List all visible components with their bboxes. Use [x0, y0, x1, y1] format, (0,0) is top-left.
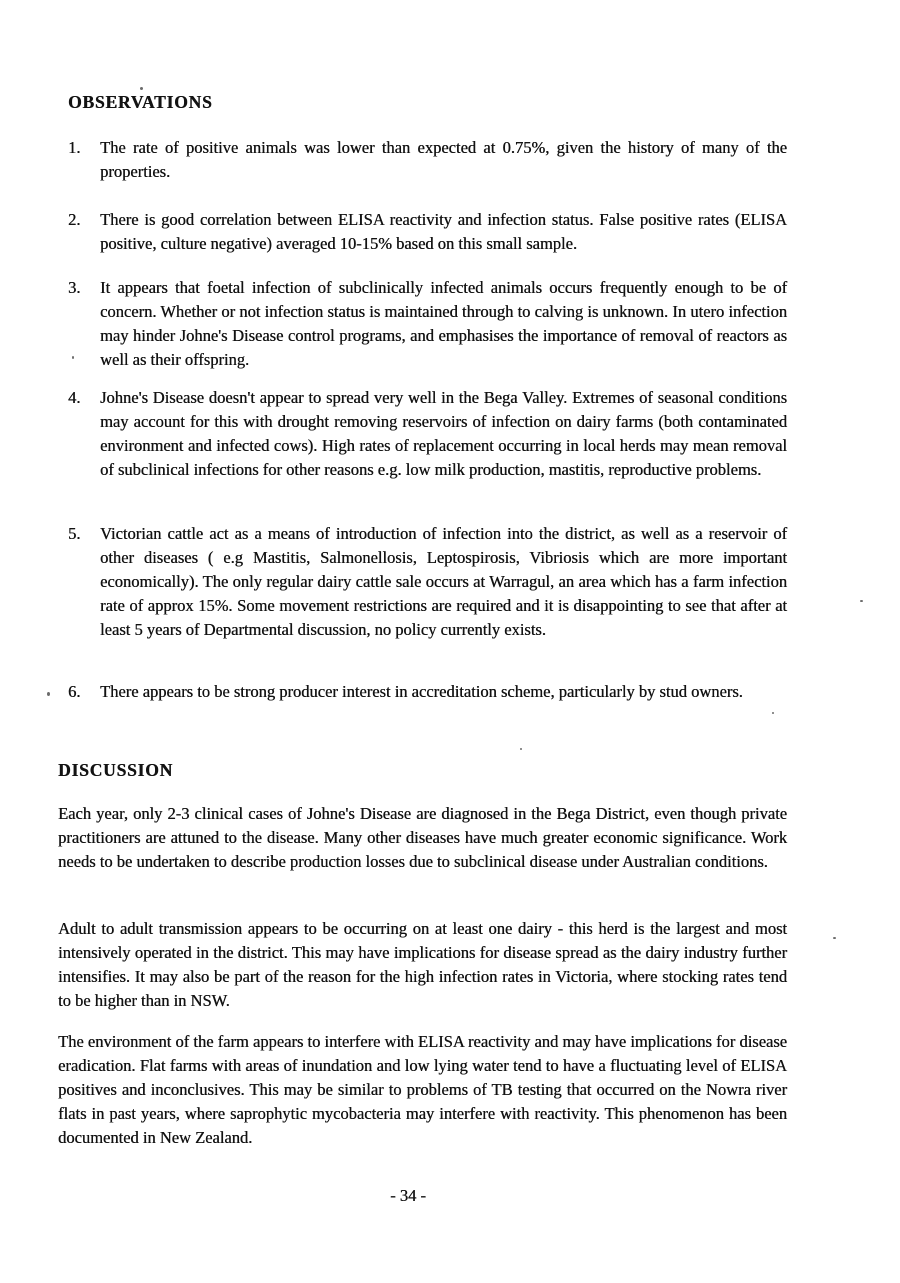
- observation-text: It appears that foetal infection of subclinically infected animals occurs frequently enough to be of concern. Whether or not infection status is maintained through to calving is unknown. In utero infection may hinder Johne's Disease control programs, and emphasises the importance of removal of reactors as well as their offspring.: [100, 278, 787, 369]
- list-number: 4.: [68, 388, 81, 407]
- observation-item-2: [68, 208, 787, 256]
- observations-heading: OBSERVATIONS: [68, 92, 213, 112]
- list-number: 3.: [68, 278, 81, 297]
- discussion-paragraph-1: Each year, only 2-3 clinical cases of Johne's Disease are diagnosed in the Bega District, even though private practitioners are attuned to the disease. Many other diseases have much greater economic significance. Work needs to be undertaken to describe production losses due to subclinical disease under Australian conditions.: [58, 804, 787, 871]
- scan-speck: [72, 356, 74, 359]
- observation-item-3: [68, 276, 787, 372]
- list-number: 5.: [68, 524, 81, 543]
- list-number: 2.: [68, 210, 81, 229]
- scan-speck: [520, 748, 522, 750]
- list-number: 6.: [68, 682, 81, 701]
- scan-speck: [47, 692, 50, 696]
- list-number: 1.: [68, 138, 81, 157]
- discussion-paragraph-3: The environment of the farm appears to interfere with ELISA reactivity and may have implications for disease eradication. Flat farms with areas of inundation and low lying water tend to have a fluctuating level of ELISA positives and inconclusives. This may be similar to problems of TB testing that occurred on the Nowra river flats in past years, where saprophytic mycobacteria may interfere with reactivity. This phenomenon has been documented in New Zealand.: [58, 1032, 787, 1147]
- observation-item-4: [68, 386, 787, 482]
- discussion-paragraph-2: Adult to adult transmission appears to be occurring on at least one dairy - this herd is the largest and most intensively operated in the district. This may have implications for disease spread as the dairy industry further intensifies. It may also be part of the reason for the high infection rates in Victoria, where stocking rates tend to be higher than in NSW.: [58, 919, 787, 1010]
- observation-text: There is good correlation between ELISA reactivity and infection status. False positive rates (ELISA positive, culture negative) averaged 10-15% based on this small sample.: [100, 210, 787, 253]
- page-number: - 34 -: [390, 1186, 426, 1205]
- observation-text: The rate of positive animals was lower than expected at 0.75%, given the history of many of the properties.: [100, 138, 787, 181]
- discussion-heading: DISCUSSION: [58, 760, 173, 780]
- observation-text: There appears to be strong producer interest in accreditation scheme, particularly by stud owners.: [100, 682, 743, 701]
- observation-item-5: [68, 522, 787, 642]
- scan-speck: [833, 937, 836, 939]
- observation-text: Johne's Disease doesn't appear to spread very well in the Bega Valley. Extremes of seasonal conditions may account for this with drought removing reservoirs of infection on dairy farms (both contaminated environment and infected cows). High rates of replacement occurring in local herds may mean removal of subclinical infections for other reasons e.g. low milk production, mastitis, reproductive problems.: [100, 388, 787, 479]
- scan-speck: [772, 712, 774, 714]
- observation-item-6: [68, 680, 787, 704]
- observation-item-1: [68, 136, 787, 184]
- scan-speck: [140, 87, 143, 90]
- observation-text: Victorian cattle act as a means of introduction of infection into the district, as well as a reservoir of other diseases ( e.g Mastitis, Salmonellosis, Leptospirosis, Vibriosis which are more important economically). The only regular dairy cattle sale occurs at Warragul, an area which has a farm infection rate of approx 15%. Some movement restrictions are required and it is disappointing to see that after at least 5 years of Departmental discussion, no policy currently exists.: [100, 524, 787, 639]
- scan-speck: [860, 600, 863, 602]
